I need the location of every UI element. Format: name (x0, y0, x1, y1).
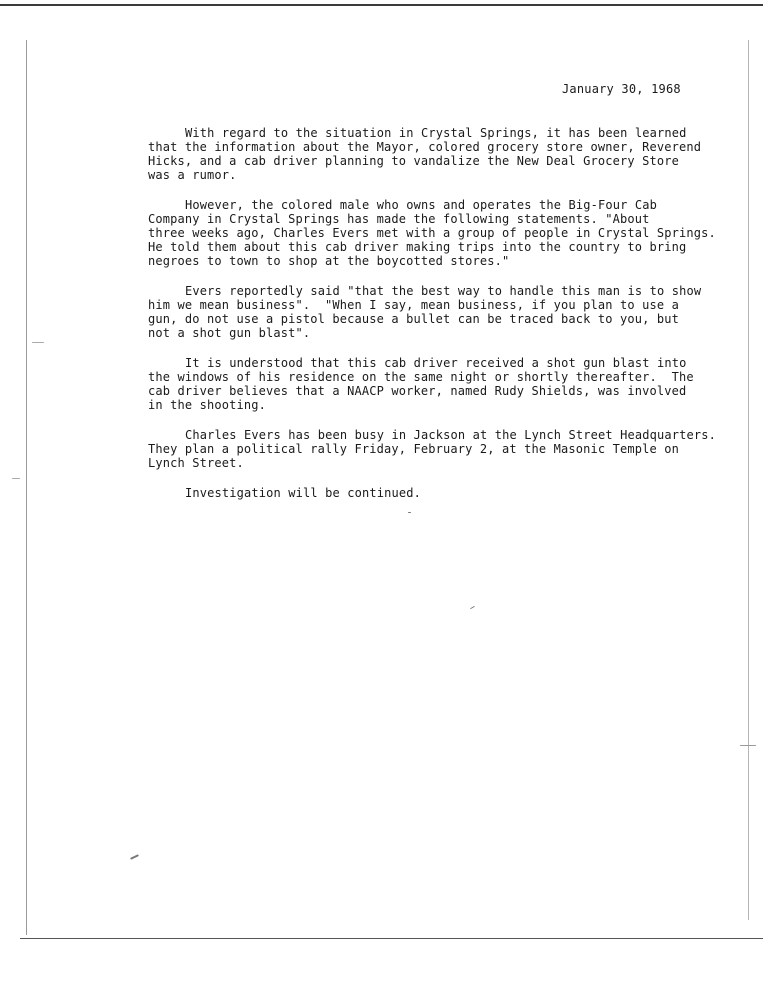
scan-speck (12, 478, 20, 479)
text-line: was a rumor. (148, 168, 237, 182)
text-line: cab driver believes that a NAACP worker, named Rudy Shields, was involved (148, 384, 687, 398)
paragraph-rumor (148, 126, 728, 182)
paragraph-evers-quote (148, 284, 728, 340)
memo-body (148, 126, 728, 516)
scan-speck (130, 854, 139, 860)
text-line: They plan a political rally Friday, February 2, at the Masonic Temple on (148, 442, 679, 456)
text-line: However, the colored male who owns and operates the Big-Four Cab (185, 198, 657, 212)
scan-speck (408, 512, 411, 513)
memo-date: January 30, 1968 (562, 82, 681, 96)
text-line: Investigation will be continued. (185, 486, 421, 500)
scan-speck (470, 606, 475, 609)
text-line: him we mean business". "When I say, mean business, if you plan to use a (148, 298, 679, 312)
scan-edge-bottom (20, 938, 763, 939)
text-line: Hicks, and a cab driver planning to vandalize the New Deal Grocery Store (148, 154, 679, 168)
scan-edge-right (748, 40, 749, 920)
text-line: gun, do not use a pistol because a bullet can be traced back to you, but (148, 312, 679, 326)
text-line: It is understood that this cab driver received a shot gun blast into (185, 356, 687, 370)
text-line: negroes to town to shop at the boycotted stores." (148, 254, 510, 268)
scan-edge-left (26, 40, 27, 935)
text-line: Company in Crystal Springs has made the following statements. "About (148, 212, 650, 226)
text-line: not a shot gun blast". (148, 326, 311, 340)
paragraph-shooting (148, 356, 728, 412)
text-line: the windows of his residence on the same night or shortly thereafter. The (148, 370, 694, 384)
text-line: He told them about this cab driver making trips into the country to bring (148, 240, 687, 254)
text-line: Lynch Street. (148, 456, 244, 470)
text-line: With regard to the situation in Crystal Springs, it has been learned (185, 126, 687, 140)
paragraph-cab-company (148, 198, 728, 268)
scan-speck (740, 745, 756, 746)
text-line: Evers reportedly said "that the best way to handle this man is to show (185, 284, 702, 298)
text-line: Charles Evers has been busy in Jackson at the Lynch Street Headquarters. (185, 428, 716, 442)
scan-speck (32, 342, 44, 343)
paragraph-rally (148, 428, 728, 470)
text-line: in the shooting. (148, 398, 266, 412)
scan-edge-top (0, 4, 763, 6)
paragraph-closing (148, 486, 728, 500)
text-line: that the information about the Mayor, colored grocery store owner, Reverend (148, 140, 702, 154)
text-line: three weeks ago, Charles Evers met with a group of people in Crystal Springs. (148, 226, 716, 240)
